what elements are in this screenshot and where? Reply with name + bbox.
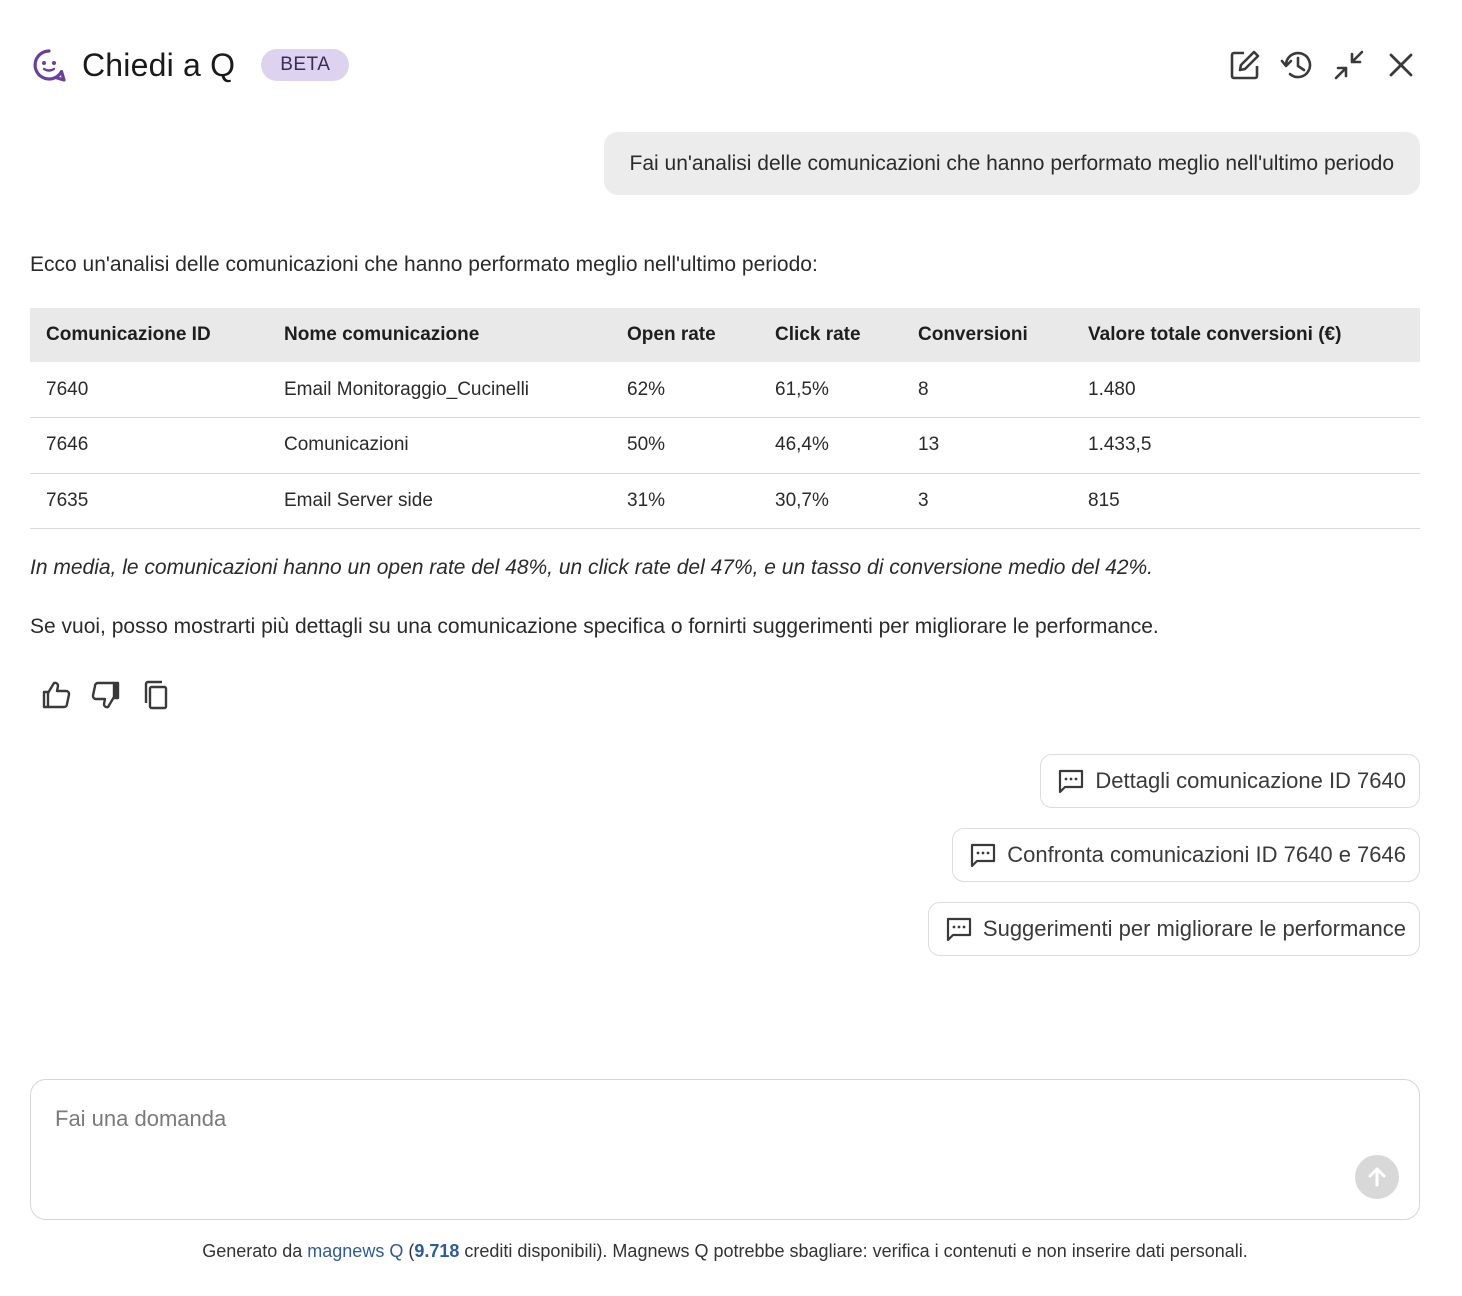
table-cell: 46,4% <box>759 418 902 474</box>
chat-bubble-icon <box>945 915 973 943</box>
response-summary: In media, le comunicazioni hanno un open rate del 48%, un click rate del 47%, e un tasso di conversione medio del 42%. <box>30 556 1154 579</box>
column-header: Valore totale conversioni (€) <box>1072 308 1420 362</box>
table-cell: 7646 <box>30 418 268 474</box>
chat-bubble-icon <box>969 841 997 869</box>
table-cell: 1.433,5 <box>1072 418 1420 474</box>
table-cell: 7640 <box>30 362 268 418</box>
footer-prefix: Generato da <box>202 1241 308 1261</box>
table-cell: 3 <box>902 473 1072 529</box>
q-assistant-logo-icon <box>30 46 68 84</box>
close-icon[interactable] <box>1382 46 1420 84</box>
magnews-q-link[interactable]: magnews Q <box>307 1241 404 1261</box>
column-header: Click rate <box>759 308 902 362</box>
table-cell: 815 <box>1072 473 1420 529</box>
suggestion-button[interactable] <box>928 902 1420 956</box>
column-header: Open rate <box>611 308 759 362</box>
results-table <box>30 308 1420 529</box>
suggestion-label: Suggerimenti per migliorare le performance <box>982 916 1406 941</box>
question-input-box <box>30 1079 1420 1220</box>
chat-bubble-icon <box>1057 767 1085 795</box>
table-cell: 31% <box>611 473 759 529</box>
history-icon[interactable] <box>1278 46 1316 84</box>
table-cell: Email Monitoraggio_Cucinelli <box>268 362 611 418</box>
response-intro: Ecco un'analisi delle comunicazioni che hanno performato meglio nell'ultimo periodo: <box>30 253 818 276</box>
thumbs-up-icon[interactable] <box>38 676 74 714</box>
edit-icon[interactable] <box>1226 46 1264 84</box>
copy-icon[interactable] <box>138 676 174 714</box>
table-cell: 30,7% <box>759 473 902 529</box>
table-cell: Email Server side <box>268 473 611 529</box>
table-cell: 1.480 <box>1072 362 1420 418</box>
disclaimer-footer <box>0 1241 1450 1262</box>
table-row <box>30 362 1420 418</box>
arrow-up-icon[interactable] <box>1355 1155 1399 1199</box>
footer-suffix: crediti disponibili). Magnews Q potrebbe sbagliare: verifica i contenuti e non inserire dati personali. <box>459 1241 1248 1261</box>
column-header: Comunicazione ID <box>30 308 268 362</box>
table-row <box>30 473 1420 529</box>
table-cell: 8 <box>902 362 1072 418</box>
suggestion-button[interactable] <box>1040 754 1420 808</box>
table-cell: 62% <box>611 362 759 418</box>
table-header-row <box>30 308 1420 362</box>
credits-count: 9.718 <box>414 1241 460 1261</box>
table-cell: 50% <box>611 418 759 474</box>
collapse-icon[interactable] <box>1330 46 1368 84</box>
feedback-actions <box>38 676 174 714</box>
column-header: Nome comunicazione <box>268 308 611 362</box>
header-actions <box>1226 46 1420 84</box>
suggestion-label: Confronta comunicazioni ID 7640 e 7646 <box>1007 842 1406 867</box>
response-offer: Se vuoi, posso mostrarti più dettagli su una comunicazione specifica o fornirti suggerimenti per migliorare le performance. <box>30 615 1159 638</box>
question-input[interactable] <box>55 1106 1335 1196</box>
column-header: Conversioni <box>902 308 1072 362</box>
table-cell: 13 <box>902 418 1072 474</box>
panel-title: Chiedi a Q <box>82 46 236 83</box>
suggested-prompts <box>928 754 1420 956</box>
footer-open-paren: ( <box>403 1241 415 1261</box>
suggestion-label: Dettagli comunicazione ID 7640 <box>1095 768 1406 793</box>
table-cell: 7635 <box>30 473 268 529</box>
header <box>30 40 1420 90</box>
table-cell: 61,5% <box>759 362 902 418</box>
user-message: Fai un'analisi delle comunicazioni che hanno performato meglio nell'ultimo periodo <box>604 132 1420 195</box>
thumbs-down-icon[interactable] <box>88 676 124 714</box>
table-cell: Comunicazioni <box>268 418 611 474</box>
beta-badge: BETA <box>261 49 349 81</box>
table-row <box>30 418 1420 474</box>
suggestion-button[interactable] <box>952 828 1420 882</box>
